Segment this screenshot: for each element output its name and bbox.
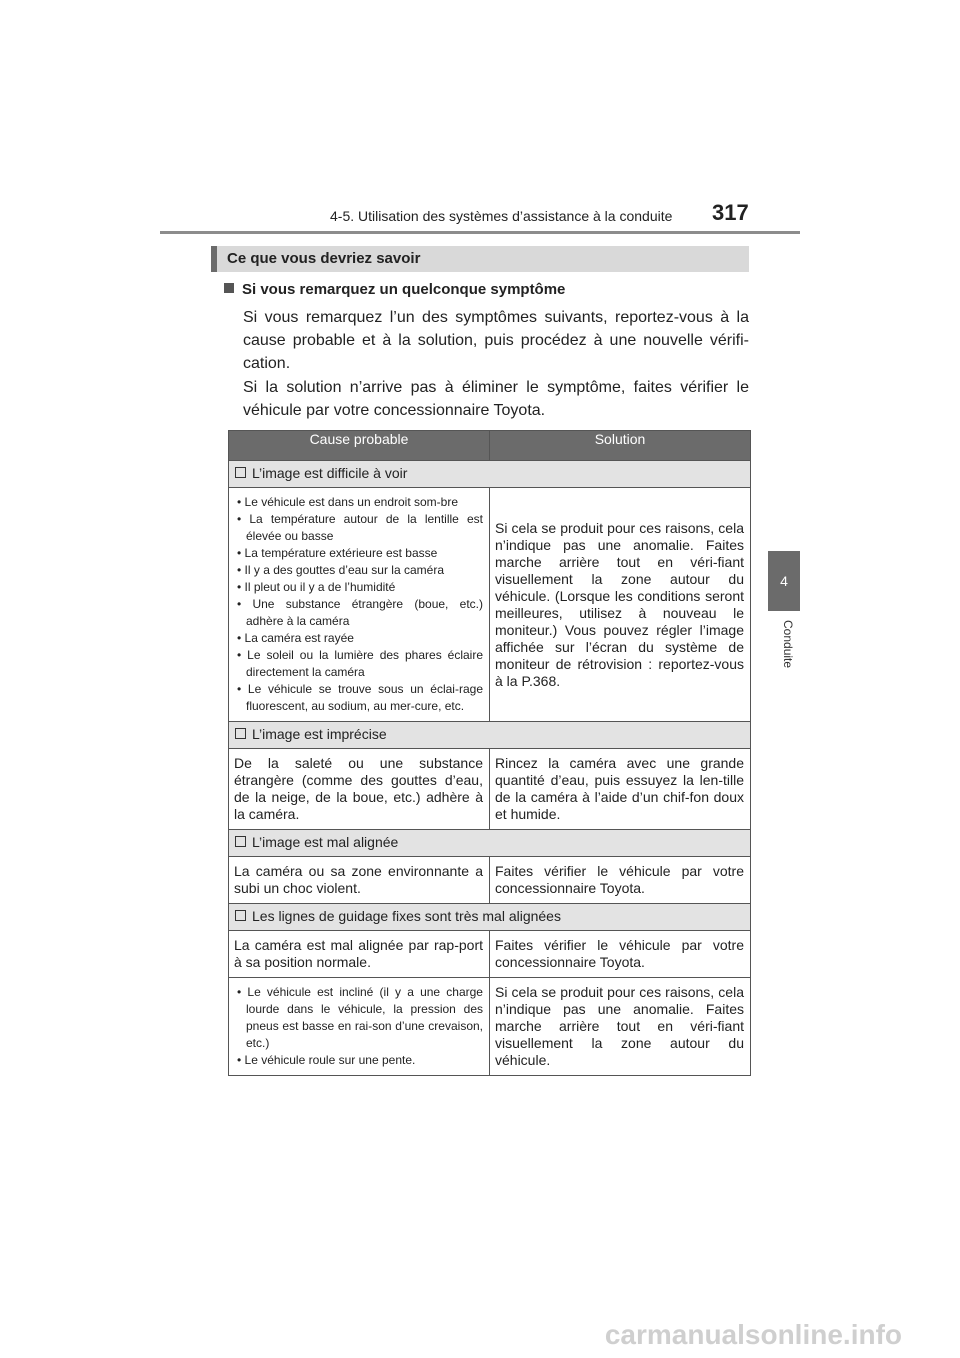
symptom-category-row — [229, 722, 751, 749]
solution-cell: Faites vérifier le véhicule par votre concessionnaire Toyota. — [490, 931, 751, 978]
table-row — [229, 488, 751, 722]
cause-list-item: • Le véhicule se trouve sous un éclai-rage fluorescent, au sodium, au mer-cure, etc. — [234, 681, 483, 715]
cause-list-item: • Le véhicule roule sur une pente. — [234, 1052, 483, 1069]
cause-list-item: • Le véhicule est incliné (il y a une charge lourde dans le véhicule, la pression des pneus est basse en rai-son d’une crevaison, etc.) — [234, 984, 483, 1052]
symptom-category-title: Les lignes de guidage fixes sont très mal alignées — [252, 908, 561, 924]
symptom-category-title: L’image est mal alignée — [252, 834, 399, 850]
chapter-header-title: 4-5. Utilisation des systèmes d’assistance à la conduite — [330, 208, 673, 224]
cause-list-item: • Il pleut ou il y a de l’humidité — [234, 579, 483, 596]
symptom-category-cell — [229, 830, 751, 857]
chapter-tab[interactable]: 4 — [768, 551, 800, 611]
symptom-category-row — [229, 904, 751, 931]
cause-list-item: • Le soleil ou la lumière des phares éclaire directement la caméra — [234, 647, 483, 681]
advice-paragraph: Si la solution n’arrive pas à éliminer le symptôme, faites vérifier le véhicule par votre concessionnaire Toyota. — [243, 379, 749, 419]
square-bullet-icon — [224, 283, 234, 293]
cause-cell — [229, 488, 490, 722]
cause-list — [234, 494, 483, 715]
cause-list-item: • Une substance étrangère (boue, etc.) adhère à la caméra — [234, 596, 483, 630]
solution-cell: Rincez la caméra avec une grande quantité d’eau, puis essuyez la len-tille de la caméra à l’aide d’un chif-fon doux et humide. — [490, 749, 751, 830]
solution-cell: Si cela se produit pour ces raisons, cela n’indique pas une anomalie. Faites marche arrière tout en véri-fiant visuellement la zone autour du véhicule. — [490, 978, 751, 1076]
intro-paragraph: Si vous remarquez l’un des symptômes suivants, reportez-vous à la cause probable et à la solution, puis procédez à une nouvelle vérifi-cation. — [243, 309, 749, 372]
solution-cell: Faites vérifier le véhicule par votre concessionnaire Toyota. — [490, 857, 751, 904]
cause-list-item: • La caméra est rayée — [234, 630, 483, 647]
symptom-category-row — [229, 461, 751, 488]
cause-list-item: • Le véhicule est dans un endroit som-bre — [234, 494, 483, 511]
symptom-category-cell — [229, 722, 751, 749]
troubleshooting-table — [228, 430, 751, 1076]
table-row — [229, 749, 751, 830]
section-title-bar — [211, 246, 749, 272]
checkbox-icon — [235, 467, 246, 478]
cause-cell: De la saleté ou une substance étrangère (comme des gouttes d’eau, de la neige, de la boue, etc.) adhère à la caméra. — [229, 749, 490, 830]
footer-watermark: carmanualsonline.info — [604, 1319, 902, 1350]
symptom-category-cell — [229, 904, 751, 931]
symptom-category-title: L’image est difficile à voir — [252, 465, 408, 481]
cause-cell: La caméra est mal alignée par rap-port à sa position normale. — [229, 931, 490, 978]
symptom-category-cell — [229, 461, 751, 488]
symptom-category-title: L’image est imprécise — [252, 726, 387, 742]
cause-list-item: • Il y a des gouttes d’eau sur la caméra — [234, 562, 483, 579]
section-title: Ce que vous devriez savoir — [227, 250, 421, 267]
checkbox-icon — [235, 836, 246, 847]
header-divider — [160, 231, 800, 234]
table-row — [229, 978, 751, 1076]
cause-cell: La caméra ou sa zone environnante a subi un choc violent. — [229, 857, 490, 904]
subsection-heading-text: Si vous remarquez un quelconque symptôme — [242, 281, 566, 298]
cause-list-item: • La température extérieure est basse — [234, 545, 483, 562]
column-header-solution: Solution — [490, 431, 751, 461]
cause-list — [234, 984, 483, 1069]
solution-cell: Si cela se produit pour ces raisons, cela n’indique pas une anomalie. Faites marche arrière tout en véri-fiant visuellement la zone autour du véhicule. (Lorsque les conditions seront meilleures, utilisez à nouveau le moniteur.) Vous pouvez régler l’image affichée sur l’écran du système de moniteur de rétrovision : reportez-vous à la P.368. — [490, 488, 751, 722]
table-header-row — [229, 431, 751, 461]
table-row — [229, 857, 751, 904]
chapter-tab-label: Conduite — [781, 620, 795, 669]
cause-cell — [229, 978, 490, 1076]
table-row — [229, 931, 751, 978]
cause-list-item: • La température autour de la lentille est élevée ou basse — [234, 511, 483, 545]
subsection-heading — [224, 281, 565, 298]
checkbox-icon — [235, 910, 246, 921]
column-header-cause: Cause probable — [229, 431, 490, 461]
checkbox-icon — [235, 728, 246, 739]
symptom-category-row — [229, 830, 751, 857]
page-number: 317 — [712, 200, 749, 225]
